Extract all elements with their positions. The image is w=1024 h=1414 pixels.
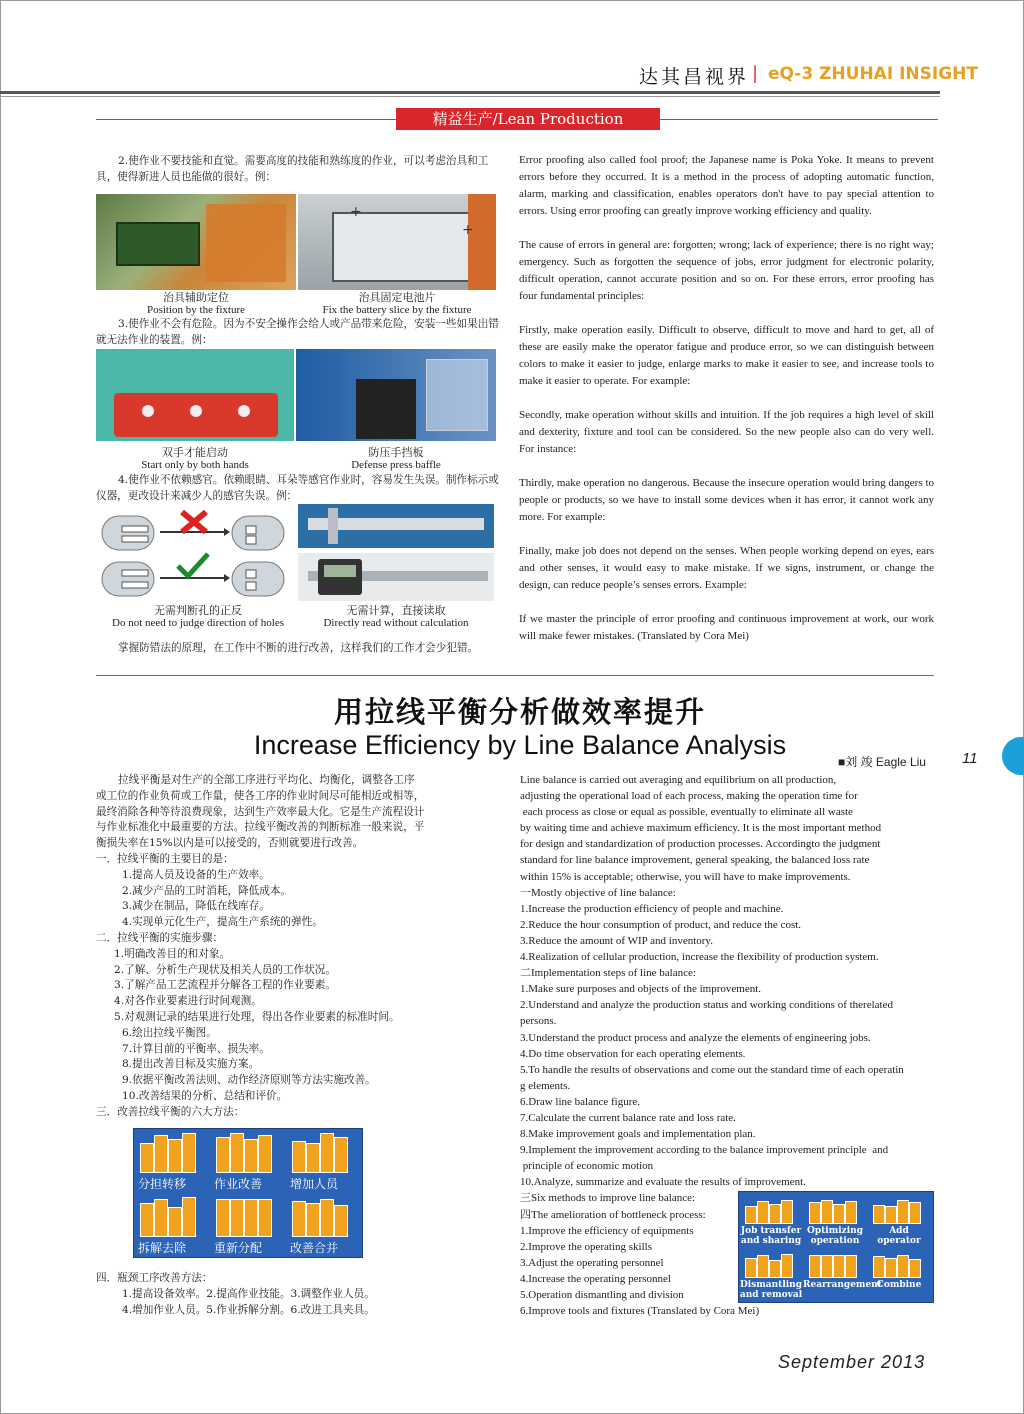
method-bar <box>334 1137 348 1173</box>
method-cell-en <box>739 1246 803 1300</box>
method-bar <box>334 1205 348 1237</box>
article-chinese-bottom <box>96 1270 500 1318</box>
chinese-line: 5.对观测记录的结果进行处理，得出各作业要素的标准时间。 <box>114 1010 400 1023</box>
chinese-line: 3.减少在制品，降低在线库存。 <box>122 900 270 913</box>
method-bar <box>168 1207 182 1237</box>
english-line: 6.Draw line balance figure. <box>520 1095 641 1108</box>
method-cell-en <box>739 1192 803 1246</box>
method-bar <box>320 1133 334 1173</box>
method-bar <box>809 1202 821 1224</box>
english-line: 2.Understand and analyze the production status and working conditions of therelated <box>520 999 893 1012</box>
photo-two-hand-start <box>96 349 294 441</box>
english-line: 5.To handle the results of observations and come out the standard time of each operatin <box>520 1063 904 1076</box>
chinese-line: 7.计算目前的平衡率、损失率。 <box>122 1042 270 1055</box>
method-cell-en <box>867 1192 931 1246</box>
caption-2: 治具固定电池片 Fix the battery slice by the fixture <box>322 291 472 316</box>
english-line: 3.Reduce the amount of WIP and inventory. <box>520 934 713 947</box>
method-bar <box>845 1201 857 1224</box>
right-para-5: Thirdly, make operation no dangerous. Because the insecure operation would bring dangers to people or products, so we have to install some devices when it has error, it cannot work any more. For example: <box>519 477 934 523</box>
english-line: 3.Understand the product process and analyze the elements of engineering jobs. <box>520 1031 871 1044</box>
photo-digital-caliper <box>298 553 494 601</box>
photo-press-baffle <box>296 349 496 441</box>
english-line: 8.Make improvement goals and implementation plan. <box>520 1128 756 1141</box>
method-cell <box>210 1129 286 1193</box>
method-bar <box>216 1137 230 1173</box>
left-para-3: 3.使作业不会有危险。因为不安全操作会给人或产品带来危险，安装一些如果出错就无法作业的装置。例： <box>96 318 499 346</box>
method-cell <box>286 1193 362 1257</box>
method-bar <box>140 1203 154 1237</box>
article-title-chinese: 用拉线平衡分析做效率提升 <box>333 695 706 729</box>
chinese-line: 或工位的作业负荷或工作量，使各工序的作业时间尽可能相近或相等， <box>96 789 425 802</box>
caption-6: 无需计算，直接读取 Directly read without calculation <box>323 604 469 629</box>
method-cell-en <box>867 1246 931 1300</box>
chinese-line: 1.明确改善目的和对象。 <box>114 947 231 960</box>
footer-date: September 2013 <box>778 1352 926 1372</box>
method-bar <box>182 1197 196 1237</box>
english-line: for design and standardization of production processes. Accordingto the judgment <box>520 838 881 851</box>
photo-fixture-position <box>96 194 296 290</box>
right-para-3: Firstly, make operation easily. Difficult to observe, difficult to move and hard to get, all of these are easily make the operator fatigue and produce error, so we can distinguish between colors to make it easier to judge, enlarge marks to make it easier to see, and increase tools to make it easier to operate. For example: <box>519 324 934 387</box>
method-bar <box>885 1258 897 1278</box>
method-bar <box>757 1255 769 1278</box>
method-bar <box>244 1199 258 1237</box>
method-cell <box>134 1129 210 1193</box>
photo-battery-fixture: + + <box>298 194 496 290</box>
left-para-2: 2.使作业不要技能和直觉。需要高度的技能和熟练度的作业，可以考虑治具和工具，使得新进人员也能做的很好。例： <box>96 155 489 183</box>
english-line: 1.Increase the production efficiency of people and machine. <box>520 902 784 915</box>
method-bar <box>745 1258 757 1278</box>
method-bar <box>320 1199 334 1237</box>
english-line: 4.Do time observation for each operating elements. <box>520 1047 746 1060</box>
english-line: 1.Improve the efficiency of equipments <box>520 1224 694 1237</box>
method-bar <box>154 1199 168 1237</box>
method-bar <box>769 1260 781 1278</box>
method-cell <box>134 1193 210 1257</box>
page-number: 11 <box>962 750 978 767</box>
method-bar <box>306 1203 320 1237</box>
english-line: standard for line balance improvement, general speaking, the balanced loss rate <box>520 854 870 867</box>
left-para-5: 掌握防错法的原理，在工作中不断的进行改善，这样我们的工作才会少犯错。 <box>118 642 479 654</box>
right-top-column <box>519 152 934 662</box>
header-separator: | <box>752 63 759 84</box>
method-bar <box>306 1143 320 1173</box>
chinese-line: 最终消除各种等待浪费现象，达到生产效率最大化。它是生产流程设计 <box>96 805 425 818</box>
chinese-line: 三．改善拉线平衡的六大方法： <box>96 1105 245 1118</box>
english-line: 9.Implement the improvement according to the balance improvement principle and <box>520 1144 889 1157</box>
chinese-line: 4.实现单元化生产，提高生产系统的弹性。 <box>122 916 323 929</box>
chinese-line: 衡损失率在15%以内是可以接受的，否则就要进行改善。 <box>96 837 364 850</box>
method-bar <box>897 1255 909 1278</box>
english-line: adjusting the operational load of each process, making the operation time for <box>520 790 858 803</box>
method-bar <box>909 1259 921 1278</box>
english-line: 2.Improve the operating skills <box>520 1240 652 1253</box>
method-bar <box>230 1199 244 1237</box>
bottleneck-line-1: 1.提高设备效率。2.提高作业技能。3.调整作业人员。 <box>122 1288 375 1300</box>
method-bar <box>154 1135 168 1173</box>
method-cell <box>286 1129 362 1193</box>
header-chinese-title: 达其昌视界 <box>638 66 749 88</box>
english-line: Line balance is carried out averaging and equilibrium on all production, <box>520 774 837 786</box>
right-para-4: Secondly, make operation without skills and intuition. If the job requires a high level of skill and dexterity, fixture and tool can be considered. So the new people also can do very well. For instance: <box>519 409 934 455</box>
article-author: ■刘 竣 Eagle Liu <box>838 755 926 769</box>
article-divider <box>96 675 934 676</box>
header-rule <box>0 91 940 94</box>
method-bar <box>292 1201 306 1237</box>
header-english-title: eQ-3 ZHUHAI INSIGHT <box>768 64 978 84</box>
method-bar <box>216 1199 230 1237</box>
english-line: g elements. <box>520 1079 571 1092</box>
section-banner: 精益生产/Lean Production <box>396 108 660 130</box>
caption-5: 无需判断孔的正反 Do not need to judge direction of holes <box>112 604 284 629</box>
method-bar <box>821 1200 833 1224</box>
method-bar <box>845 1255 857 1278</box>
english-line: 二Implementation steps of line balance: <box>520 967 696 980</box>
method-label: 作业改善 <box>214 1177 263 1191</box>
method-bar <box>769 1204 781 1224</box>
method-bar <box>833 1204 845 1224</box>
method-label: 分担转移 <box>138 1177 187 1191</box>
chinese-line: 4.对各作业要素进行时间观测。 <box>114 995 262 1008</box>
chinese-line: 拉线平衡是对生产的全部工序进行平均化、均衡化，调整各工序 <box>118 774 415 786</box>
right-para-7: If we master the principle of error proofing and continuous improvement at work, our work will make fewer mistakes. (Translated by Cora Mei) <box>519 613 934 642</box>
method-label-en: Rearrangement <box>803 1280 882 1290</box>
english-line: 1.Make sure purposes and objects of the improvement. <box>520 983 762 996</box>
method-cell <box>210 1193 286 1257</box>
method-cell-en <box>803 1192 867 1246</box>
method-bar <box>244 1139 258 1173</box>
method-label-en: Add operator <box>877 1226 921 1246</box>
method-bar <box>258 1199 272 1237</box>
method-bar <box>292 1141 306 1173</box>
method-bar <box>757 1201 769 1224</box>
english-line: 4.Increase the operating personnel <box>520 1272 671 1285</box>
method-label: 增加人员 <box>290 1177 339 1191</box>
method-bar <box>258 1135 272 1173</box>
method-bar <box>873 1256 885 1278</box>
six-methods-panel-english <box>738 1191 934 1303</box>
english-line: 6.Improve tools and fixtures (Translated by Cora Mei) <box>520 1305 760 1318</box>
caption-3: 双手才能启动 Start only by both hands <box>141 446 249 471</box>
method-bar <box>230 1133 244 1173</box>
six-methods-panel-chinese <box>133 1128 363 1258</box>
english-line: each process as close or equal as possible, eventually to eliminate all waste <box>520 806 853 819</box>
bottleneck-heading: 四．瓶颈工序改善方法： <box>96 1272 213 1284</box>
method-bar <box>909 1202 921 1224</box>
method-bar <box>781 1254 793 1278</box>
header-rule-thin <box>0 96 940 97</box>
method-bar <box>168 1139 182 1173</box>
chinese-line: 2.了解、分析生产现状及相关人员的工作状况。 <box>114 963 336 976</box>
method-label: 拆解去除 <box>138 1241 187 1255</box>
method-label-en: Combine <box>876 1280 922 1290</box>
english-line: 2.Reduce the hour consumption of product, and reduce the cost. <box>520 918 802 931</box>
chinese-line: 8.提出改善目标及实施方案。 <box>122 1058 260 1071</box>
illustration-holes <box>96 504 294 604</box>
method-bar <box>873 1205 885 1224</box>
chinese-line: 6.绘出拉线平衡图。 <box>122 1026 217 1039</box>
method-bar <box>885 1206 897 1224</box>
photo-vernier-caliper <box>298 504 494 548</box>
english-line: 7.Calculate the current balance rate and loss rate. <box>520 1111 736 1124</box>
chinese-line: 一．拉线平衡的主要目的是： <box>96 852 234 865</box>
method-bar <box>897 1200 909 1224</box>
chinese-line: 10.改善结果的分析、总结和评价。 <box>122 1089 288 1102</box>
chinese-line: 1.提高人员及设备的生产效率。 <box>122 868 270 881</box>
method-bar <box>809 1255 821 1278</box>
right-para-2: The cause of errors in general are: forgotten; wrong; lack of experience; there is no right way; emergency. Such as forgotten the sequence of jobs, error judgment for electronic polarity, difficult operation, cannot accurate position and so on. For these errors, error proofing has four fundamental principles: <box>519 239 934 302</box>
caption-1: 治具辅助定位 Position by the fixture <box>146 291 246 316</box>
chinese-line: 二．拉线平衡的实施步骤： <box>96 931 224 944</box>
method-label-en: Optimizing operation <box>806 1226 864 1246</box>
english-line: 四The amelioration of bottleneck process: <box>520 1208 706 1221</box>
chinese-line: 3.了解产品工艺流程并分解各工程的作业要素。 <box>114 979 336 992</box>
method-label-en: Dismantling and removal <box>739 1280 803 1300</box>
method-label-en: Job transfer and sharing <box>740 1226 802 1246</box>
article-title-english: Increase Efficiency by Line Balance Analysis <box>253 730 787 760</box>
method-bar <box>182 1133 196 1173</box>
method-bar <box>745 1206 757 1224</box>
right-para-6: Finally, make job does not depend on the senses. When people working depend on eyes, ears and other senses, it would easy to make mistake. If we signs, instrument, or change the design, can reduce people’s senses errors. Example: <box>519 545 934 591</box>
english-line: persons. <box>520 1015 557 1028</box>
right-para-1: Error proofing also called fool proof; the Japanese name is Poka Yoke. It means to prevent errors before they occurred. It is a method in the process of adopting automatic function, alarm, marking and classification, enables operators don't have to pay special attention to errors. Using error proofing can greatly improve working efficiency and quality. <box>519 154 934 217</box>
english-line: within 15% is acceptable; otherwise, you will have to make improvements. <box>520 870 851 883</box>
english-line: 一Mostly objective of line balance: <box>520 886 676 899</box>
method-bar <box>781 1200 793 1224</box>
caption-4: 防压手挡板 Defense press baffle <box>351 446 441 471</box>
chinese-line: 2.减少产品的工时消耗，降低成本。 <box>122 884 292 897</box>
english-line: 三Six methods to improve line balance: <box>520 1192 696 1205</box>
method-bar <box>140 1143 154 1173</box>
left-para-4: 4.使作业不依赖感官。依赖眼睛、耳朵等感官作业时，容易发生失误。制作标示或仪器，更改设计来减少人的感官失误。例： <box>96 474 499 502</box>
english-line: 5.Operation dismantling and division <box>520 1289 684 1301</box>
english-line: 4.Realization of cellular production, increase the flexibility of production system. <box>520 951 879 964</box>
method-bar <box>833 1255 845 1278</box>
english-line: principle of economic motion <box>520 1160 654 1173</box>
method-cell-en <box>803 1246 882 1300</box>
article-chinese-column <box>96 773 500 1121</box>
method-label: 重新分配 <box>214 1241 263 1255</box>
chinese-line: 与作业标准化中最重要的方法。拉线平衡改善的判断标准一般来说，平 <box>96 821 425 834</box>
chinese-line: 9.依据平衡改善法则、动作经济原则等方法实施改善。 <box>122 1074 376 1087</box>
method-bar <box>821 1255 833 1278</box>
method-label: 改善合并 <box>290 1241 339 1255</box>
bottleneck-line-2: 4.增加作业人员。5.作业拆解分割。6.改进工具夹具。 <box>122 1304 375 1316</box>
english-line: 3.Adjust the operating personnel <box>520 1256 664 1269</box>
english-line: by waiting time and achieve maximum efficiency. It is the most important method <box>520 822 882 835</box>
english-line: 10.Analyze, summarize and evaluate the results of improvement. <box>520 1176 806 1189</box>
